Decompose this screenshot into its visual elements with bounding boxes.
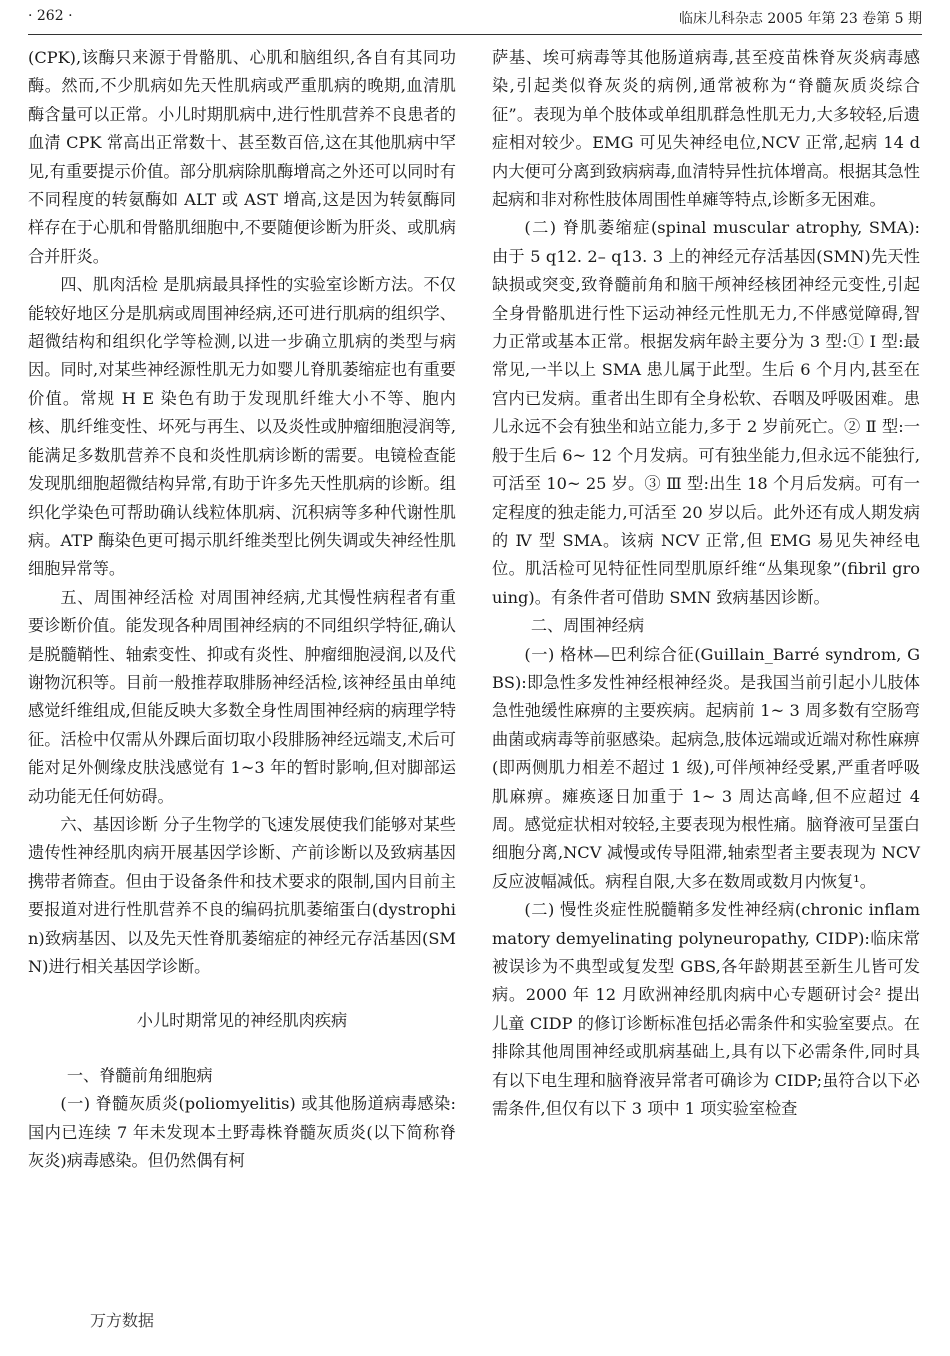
spacer (28, 1036, 456, 1062)
paragraph-poliomyelitis: (一) 脊髓灰质炎(poliomyelitis) 或其他肠道病毒感染:国内已连续 7 年未发现本土野毒株脊髓灰质炎(以下简称脊灰炎)病毒感染。但仍然偶有柯 (28, 1094, 456, 1171)
paragraph: 萨基、埃可病毒等其他肠道病毒,甚至疫苗株脊灰炎病毒感染,引起类似脊灰炎的病例,通常被称为“脊髓灰质炎综合征”。表现为单个肢体或单组肌群急性肌无力,大多较轻,后遗症相对较少。EMG 可见失神经电位,NCV 正常,起病 14 d 内大便可分离到致病病毒,血清特异性抗体增高。根据其急性起病和非对称性肢体周围性单瘫等特点,诊断多无困难。 (492, 48, 920, 210)
paragraph-muscle-biopsy: 四、肌肉活检 是肌病最具择性的实验室诊断方法。不仅能较好地区分是肌病或周围神经病,还可进行肌病的组织学、超微结构和组织化学等检测,以进一步确立肌病的类型与病因。同时,对某些神经源性肌无力如婴儿脊肌萎缩症也有重要价值。常规 H E 染色有助于发现肌纤维大小不等、胞内核、肌纤维变性、坏死与再生、以及炎性或肿瘤细胞浸润等,能满足多数肌营养不良和炎性肌病诊断的需要。电镜检查能发现肌细胞超微结构异常,有助于许多先天性肌病的诊断。组织化学染色可帮助确认线粒体肌病、沉积病等多种代谢性肌病。ATP 酶染色更可揭示肌纤维类型比例失调或失神经性肌细胞异常等。 (28, 275, 456, 579)
paragraph-nerve-biopsy: 五、周围神经活检 对周围神经病,尤其慢性病程者有重要诊断价值。能发现各种周围神经病的不同组织学特征,确认是脱髓鞘性、轴索变性、抑或有炎性、肿瘤细胞浸润,以及代谢物沉积等。目前一般推荐取腓肠神经活检,该神经虽由单纯感觉纤维组成,但能反映大多数全身性周围神经病的病理学特征。活检中仅需从外踝后面切取小段腓肠神经远端支,术后可能对足外侧缘皮肤浅感觉有 1~3 年的暂时影响,但对脚部运动功能无任何妨碍。 (28, 587, 456, 806)
page-number: · 262 · (28, 8, 73, 24)
journal-info: 临床儿科杂志 2005 年第 23 卷第 5 期 (678, 11, 922, 27)
right-column (492, 44, 920, 1123)
paragraph-sma: (二) 脊肌萎缩症(spinal muscular atrophy, SMA):由于 5 q12. 2– q13. 3 上的神经元存活基因(SMN)先天性缺损或突变,致脊髓前角和脑干颅神经核团神经元变性,引起全身骨骼肌进行性下运动神经元性肌无力,不伴感觉障碍,智力正常或基本正常。根据发病年龄主要分为 3 型:① Ⅰ 型:最常见,一半以上 SMA 患儿属于此型。生后 6 个月内,甚至在宫内已发病。重者出生即有全身松软、吞咽及呼吸困难。患儿永远不会有独坐和站立能力,多于 2 岁前死亡。② Ⅱ 型:一般于生后 6~ 12 个月发病。可有独坐能力,但永远不能独行,可活至 10~ 25 岁。③ Ⅲ 型:出生 18 个月后发病。可有一定程度的独走能力,可活至 20 岁以后。此外还有成人期发病的 Ⅳ 型 SMA。该病 NCV 正常,但 EMG 易见失神经电位。肌活检可见特征性同型肌原纤维“丛集现象”(fibril grouing)。有条件者可借助 SMN 致病基因诊断。 (492, 218, 920, 607)
paragraph-gbs: (一) 格林—巴利综合征(Guillain_Barré syndrom, GBS):即急性多发性神经根神经炎。是我国当前引起小儿肢体急性弛缓性麻痹的主要疾病。起病前 1~ 3 周多数有空肠弯曲菌或病毒等前驱感染。起病急,肢体远端或近端对称性麻痹(即两侧肌力相差不超过 1 级),可伴颅神经受累,严重者呼吸肌麻痹。瘫痪逐日加重于 1~ 3 周达高峰,但不应超过 4 周。感觉症状相对较轻,主要表现为根性痛。脑脊液可呈蛋白细胞分离,NCV 减慢或传导阻滞,轴索型者主要表现为 NCV 反应波幅减低。病程自限,大多在数周或数月内恢复¹。 (492, 644, 920, 891)
watermark: 万方数据 (90, 1311, 155, 1330)
header-rule (28, 34, 922, 35)
subsection-heading: 二、周围神经病 (530, 616, 645, 636)
paragraph: (CPK),该酶只来源于骨骼肌、心肌和脑组织,各自有其同功酶。然而,不少肌病如先天性肌病或严重肌病的晚期,血清肌酶含量可以正常。小儿时期肌病中,进行性肌营养不良患者的血清 CPK 常高出正常数十、甚至数百倍,这在其他肌病中罕见,有重要提示价值。部分肌病除肌酶增高之外还可以同时有不同程度的转氨酶如 ALT 或 AST 增高,这是因为转氨酶同样存在于心肌和骨骼肌细胞中,不要随便诊断为肝炎、或肌病合并肝炎。 (28, 48, 456, 266)
page-header (28, 8, 922, 34)
paragraph-gene-diagnosis: 六、基因诊断 分子生物学的飞速发展使我们能够对某些遗传性神经肌肉病开展基因学诊断、产前诊断以及致病基因携带者筛查。但由于设备条件和技术要求的限制,国内目前主要报道对进行性肌营养不良的编码抗肌萎缩蛋白(dystrophin)致病基因、以及先天性脊肌萎缩症的神经元存活基因(SMN)进行相关基因学诊断。 (28, 814, 456, 976)
subsection-heading: 一、脊髓前角细胞病 (66, 1065, 213, 1085)
spacer (28, 981, 456, 1007)
paragraph-cidp: (二) 慢性炎症性脱髓鞘多发性神经病(chronic inflammatory demyelinating polyneuropathy, CIDP):临床常被误诊为不典型或复发型 GBS,各年龄期甚至新生儿皆可发病。2000 年 12 月欧洲神经肌肉病中心专题研讨会² 提出儿童 CIDP 的修订诊断标准包括必需条件和实验室要点。在排除其他周围神经或肌病基础上,具有以下必需条件,同时具有以下电生理和脑脊液异常者可确诊为 CIDP;虽符合以下必需条件,但仅有以下 3 项中 1 项实验室检查 (492, 900, 920, 1119)
left-column (28, 44, 456, 1175)
section-title: 小儿时期常见的神经肌肉疾病 (136, 1011, 348, 1031)
